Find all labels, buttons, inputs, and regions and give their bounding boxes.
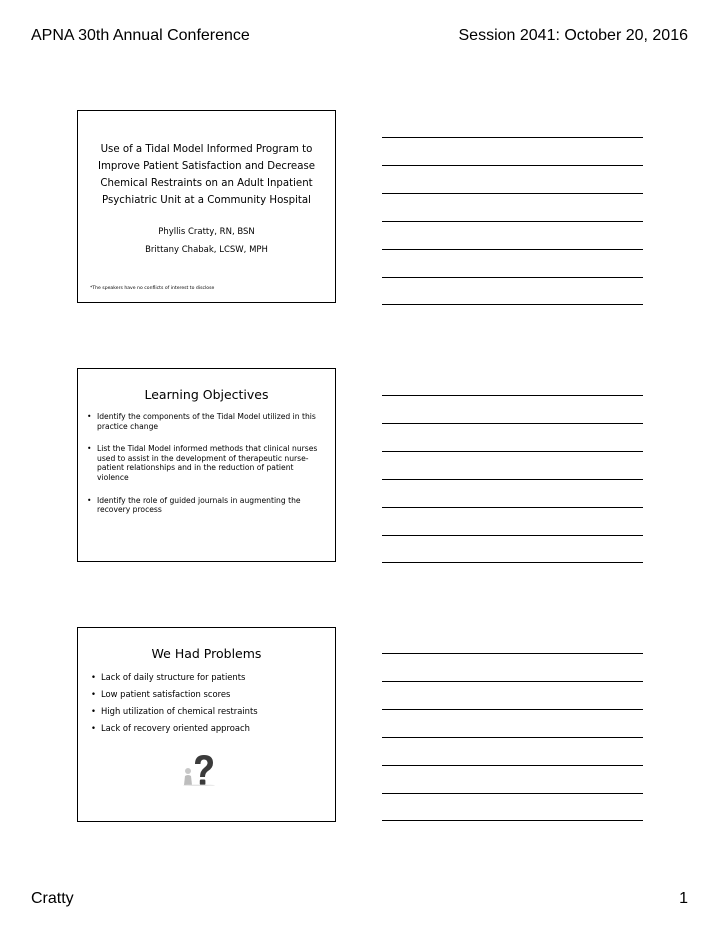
slide-1-title: [84, 141, 329, 209]
list-item: • Lack of recovery oriented approach: [88, 720, 327, 737]
objectives-list: [84, 412, 327, 528]
note-line: [382, 451, 643, 452]
list-item: • List the Tidal Model informed methods that clinical nurses used to assist in the development of therapeutic nurse-patient relationships and in the reduction of patient violence: [84, 444, 327, 482]
slide-1-title-line: Use of a Tidal Model Informed Program to: [100, 144, 313, 155]
note-line: [382, 737, 643, 738]
slide-2: [77, 368, 336, 562]
note-line: [382, 304, 643, 305]
note-line: [382, 681, 643, 682]
note-line: [382, 562, 643, 563]
problems-list: [88, 669, 327, 737]
author-2: Brittany Chabak, LCSW, MPH: [145, 245, 268, 255]
note-line: [382, 165, 643, 166]
list-item: • Lack of daily structure for patients: [88, 669, 327, 686]
slide-1-title-line: Improve Patient Satisfaction and Decrease: [97, 161, 316, 172]
page-number: 1: [679, 890, 688, 907]
note-line: [382, 765, 643, 766]
footer-author: Cratty: [31, 890, 74, 907]
note-line: [382, 535, 643, 536]
header-session: Session 2041: October 20, 2016: [458, 27, 688, 44]
disclaimer: *The speakers have no conflicts of interest to disclose: [90, 286, 215, 291]
list-item: • Low patient satisfaction scores: [88, 686, 327, 703]
slide-1-title-line: Chemical Restraints on an Adult Inpatient: [100, 178, 313, 189]
note-line: [382, 277, 643, 278]
question-mark-figure-icon: [181, 754, 217, 786]
slide-2-title: Learning Objectives: [144, 387, 269, 402]
slide-1: [77, 110, 336, 303]
note-line: [382, 709, 643, 710]
note-line: [382, 423, 643, 424]
note-line: [382, 221, 643, 222]
note-line: [382, 137, 643, 138]
list-item: • Identify the components of the Tidal Model utilized in this practice change: [84, 412, 327, 431]
note-line: [382, 820, 643, 821]
header-conference: APNA 30th Annual Conference: [31, 27, 250, 44]
slide-3-title: We Had Problems: [151, 646, 262, 661]
note-line: [382, 249, 643, 250]
note-line: [382, 793, 643, 794]
note-line: [382, 193, 643, 194]
note-line: [382, 653, 643, 654]
slide-1-title-line: Psychiatric Unit at a Community Hospital: [102, 195, 311, 206]
note-line: [382, 507, 643, 508]
note-line: [382, 395, 643, 396]
list-item: • Identify the role of guided journals in augmenting the recovery process: [84, 496, 327, 515]
note-line: [382, 479, 643, 480]
author-1: Phyllis Cratty, RN, BSN: [158, 227, 255, 237]
list-item: • High utilization of chemical restraints: [88, 703, 327, 720]
slide-3: [77, 627, 336, 822]
